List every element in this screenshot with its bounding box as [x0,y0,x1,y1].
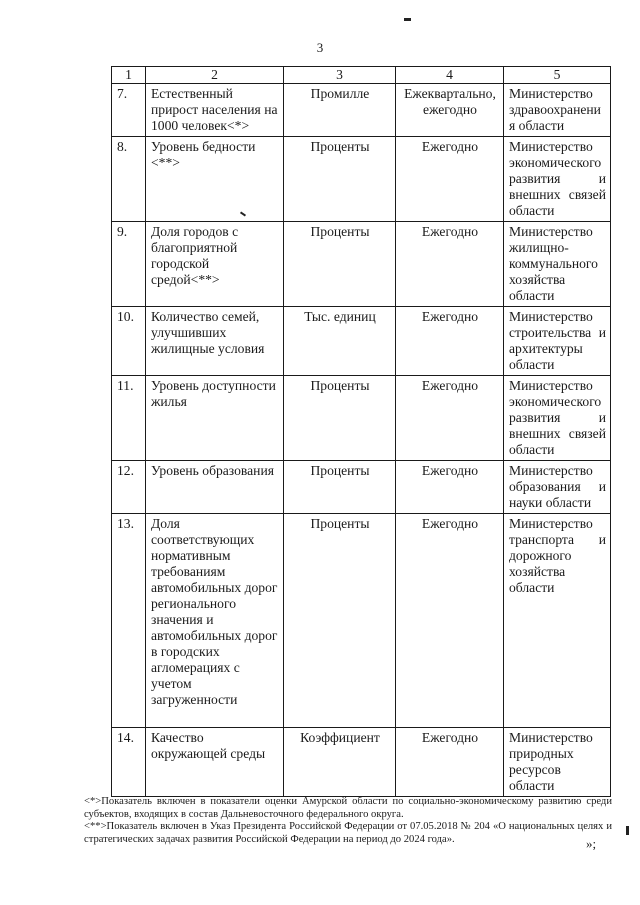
frequency: Ежегодно [396,137,504,222]
indicator-name: Качество окружающей среды [146,728,284,797]
unit-of-measure: Проценты [284,137,396,222]
table-row [112,307,611,376]
unit-of-measure: Проценты [284,514,396,728]
responsible-ministry: Министерство природных ресурсов области [504,728,611,797]
row-number: 14. [112,728,146,797]
row-number: 12. [112,461,146,514]
responsible-ministry: Министерство образования и науки области [504,461,611,514]
footnotes [84,796,612,846]
column-header: 5 [504,67,611,84]
unit-of-measure: Промилле [284,84,396,137]
responsible-ministry: Министерство экономического развития и внешних связей области [504,137,611,222]
table-row [112,728,611,797]
frequency: Ежегодно [396,307,504,376]
frequency: Ежеквартально, ежегодно [396,84,504,137]
closing-quote-mark: »; [586,836,597,851]
column-header: 2 [146,67,284,84]
table-row [112,461,611,514]
frequency: Ежегодно [396,728,504,797]
indicators-table [111,66,611,797]
scan-speck [626,826,629,835]
row-number: 7. [112,84,146,137]
table-row [112,376,611,461]
indicator-name: Доля соответствующих нормативным требованиям автомобильных дорог регионального значения и автомобильных дорог в городских агломерациях с учетом загруженности [146,514,284,728]
row-number: 10. [112,307,146,376]
footnote-single-asterisk: <*>Показатель включен в показатели оценки Амурской области по социально-экономическому развитию среди субъектов, входящих в состав Дальневосточного федерального округа. [84,796,612,820]
unit-of-measure: Коэффициент [284,728,396,797]
responsible-ministry: Министерство здравоохранения области [504,84,611,137]
page-number: 3 [316,40,324,55]
column-header: 4 [396,67,504,84]
row-number: 11. [112,376,146,461]
row-number: 9. [112,222,146,307]
responsible-ministry: Министерство жилищно-коммунального хозяйства области [504,222,611,307]
table-row [112,514,611,728]
responsible-ministry: Министерство экономического развития и внешних связей области [504,376,611,461]
unit-of-measure: Тыс. единиц [284,307,396,376]
indicator-name: Количество семей, улучшивших жилищные условия [146,307,284,376]
indicator-name: Уровень бедности <**> [146,137,284,222]
indicator-name: Уровень доступности жилья [146,376,284,461]
table-row [112,84,611,137]
frequency: Ежегодно [396,461,504,514]
responsible-ministry: Министерство строительства и архитектуры области [504,307,611,376]
responsible-ministry: Министерство транспорта и дорожного хозяйства области [504,514,611,728]
row-number: 8. [112,137,146,222]
frequency: Ежегодно [396,376,504,461]
footnote-double-asterisk: <**>Показатель включен в Указ Президента Российской Федерации от 07.05.2018 № 204 «О национальных целях и стратегических задачах развития Российской Федерации на период до 2024 года». [84,821,612,845]
indicator-name: Доля городов с благоприятной городской средой<**> [146,222,284,307]
frequency: Ежегодно [396,222,504,307]
frequency: Ежегодно [396,514,504,728]
indicator-name: Естественный прирост населения на 1000 человек<*> [146,84,284,137]
table-row [112,137,611,222]
indicator-name: Уровень образования [146,461,284,514]
table-header-row [112,67,611,84]
scan-speck [404,18,411,21]
unit-of-measure: Проценты [284,376,396,461]
unit-of-measure: Проценты [284,222,396,307]
unit-of-measure: Проценты [284,461,396,514]
column-header: 3 [284,67,396,84]
column-header: 1 [112,67,146,84]
row-number: 13. [112,514,146,728]
table-row [112,222,611,307]
